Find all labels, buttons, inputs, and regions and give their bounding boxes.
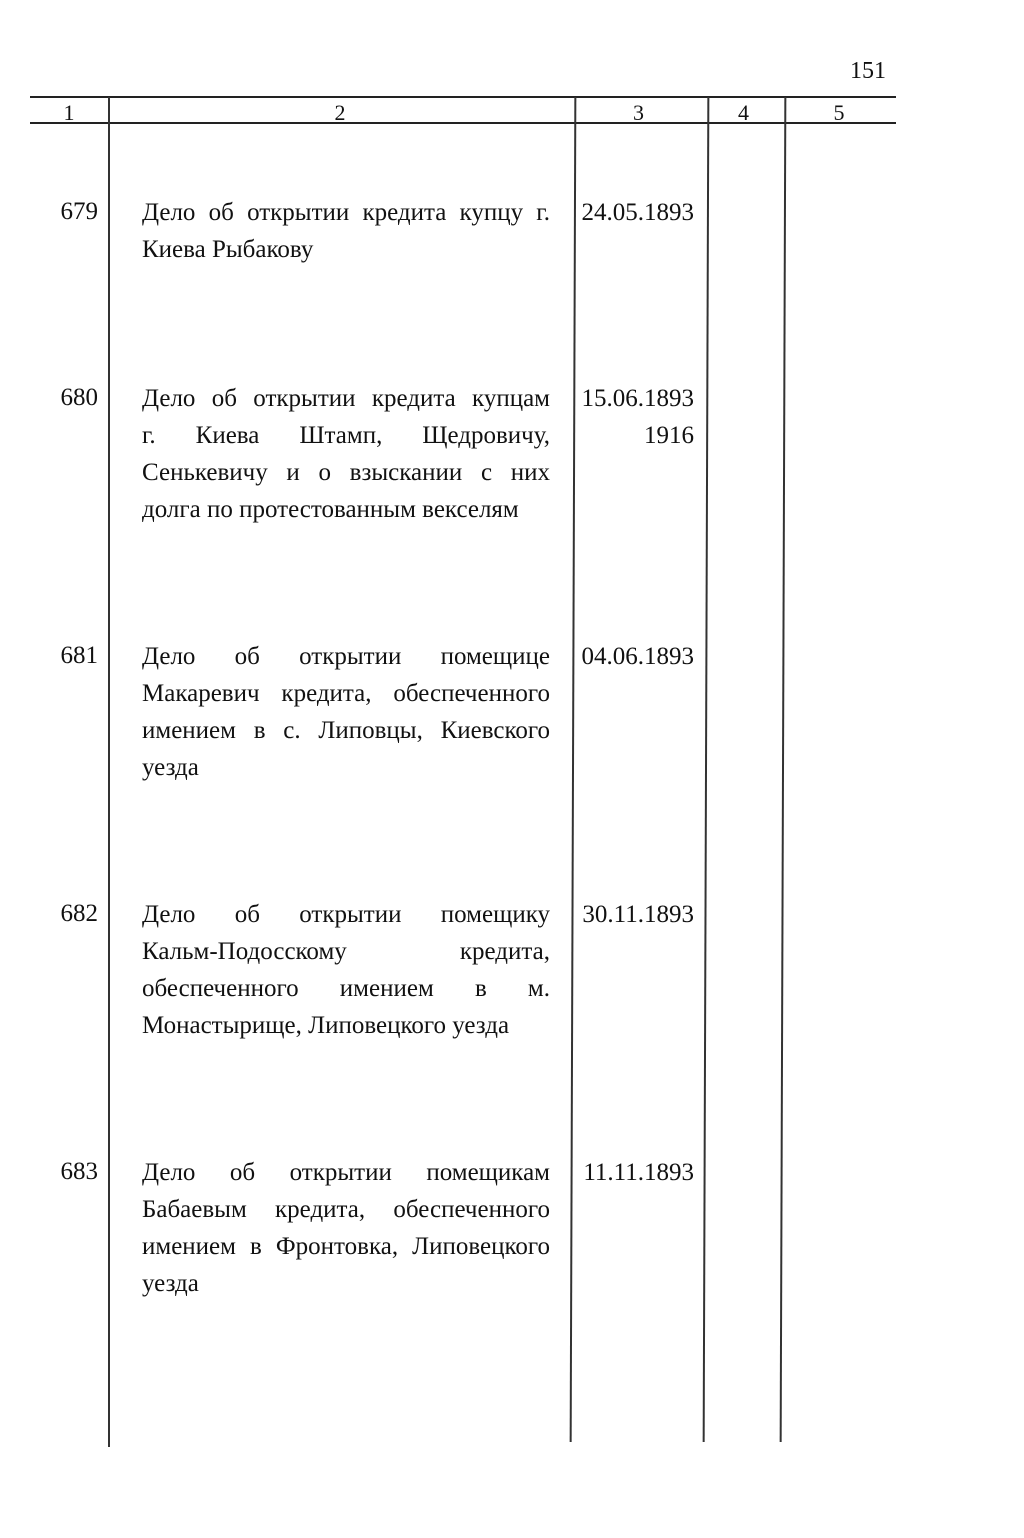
- description-line: обеспеченного имением в м.: [142, 975, 550, 1002]
- case-description: [142, 638, 550, 786]
- date-value: 15.06.1893: [581, 385, 694, 412]
- description-line: Монастырище, Липовецкого уезда: [142, 1012, 510, 1039]
- case-dates: [576, 896, 694, 933]
- case-dates: [576, 380, 694, 454]
- column-header-1: 1: [63, 100, 75, 125]
- description-line: Сенькевичу и о взыскании с них: [142, 459, 550, 486]
- description-line: Кальм-Подосскому кредита,: [142, 938, 550, 965]
- description-line: Дело об открытии кредита купцу г.: [142, 199, 550, 226]
- column-divider: [703, 97, 709, 1442]
- description-line: Дело об открытии помещице: [142, 643, 550, 670]
- column-divider: [780, 97, 786, 1442]
- column-header-2: 2: [334, 100, 346, 125]
- case-number: 681: [60, 642, 98, 669]
- column-divider: [108, 97, 110, 1447]
- case-number: 680: [60, 384, 98, 411]
- date-value: 30.11.1893: [582, 901, 694, 928]
- table-top-rule: [30, 96, 896, 98]
- description-line: уезда: [142, 754, 199, 781]
- case-dates: [576, 1154, 694, 1191]
- page-number: 151: [850, 58, 886, 84]
- date-value: 11.11.1893: [583, 1159, 694, 1186]
- description-line: имением в с. Липовцы, Киевского: [142, 717, 550, 744]
- description-line: Киева Рыбакову: [142, 236, 314, 263]
- description-line: Дело об открытии помещику: [142, 901, 550, 928]
- case-dates: [576, 638, 694, 675]
- case-description: [142, 896, 550, 1044]
- case-description: [142, 380, 550, 528]
- case-description: [142, 1154, 550, 1302]
- date-value: 04.06.1893: [581, 643, 694, 670]
- column-header-3: 3: [633, 100, 644, 125]
- description-line: Макаревич кредита, обеспеченного: [142, 680, 550, 707]
- case-number: 683: [60, 1158, 98, 1185]
- date-value: 24.05.1893: [581, 199, 694, 226]
- description-line: долга по протестованным векселям: [142, 496, 519, 523]
- column-divider: [570, 97, 576, 1442]
- case-dates: [576, 194, 694, 231]
- description-line: уезда: [142, 1270, 199, 1297]
- case-number: 682: [60, 900, 98, 927]
- case-number: 679: [60, 198, 98, 225]
- description-line: Дело об открытии помещикам: [142, 1159, 550, 1186]
- description-line: Бабаевым кредита, обеспеченного: [142, 1196, 550, 1223]
- description-line: г. Киева Штамп, Щедровичу,: [142, 422, 550, 449]
- column-header-5: 5: [833, 100, 845, 125]
- description-line: имением в Фронтовка, Липовецкого: [142, 1233, 550, 1260]
- column-header-4: 4: [738, 100, 749, 125]
- date-value: 1916: [644, 422, 694, 449]
- description-line: Дело об открытии кредита купцам: [142, 385, 550, 412]
- case-description: [142, 194, 550, 268]
